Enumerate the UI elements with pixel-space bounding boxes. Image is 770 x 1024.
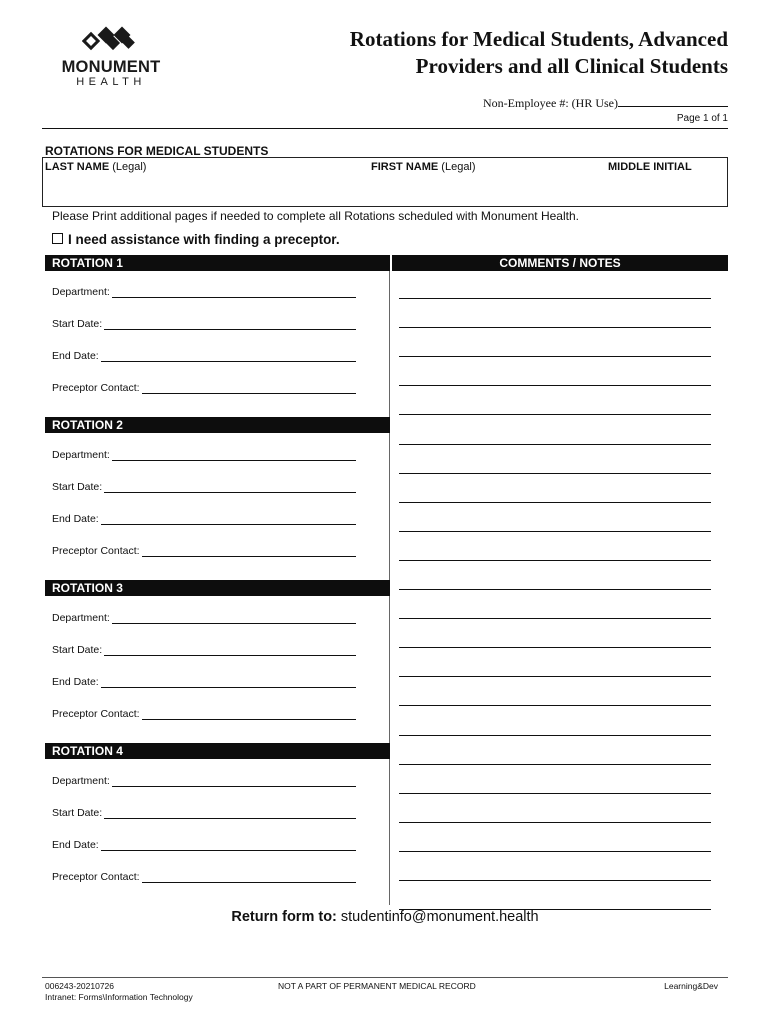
return-email[interactable]: studentinfo@monument.health <box>340 909 539 925</box>
first-name-label <box>371 161 476 173</box>
form-title <box>268 26 728 80</box>
department-label: Department: <box>52 449 110 461</box>
rotation-1-header: ROTATION 1 <box>45 255 390 271</box>
end-date-label: End Date: <box>52 513 99 525</box>
department-code: Learning&Dev <box>664 981 718 991</box>
rotation-2-preceptor-field[interactable] <box>52 545 356 557</box>
return-label: Return form to: <box>231 909 337 925</box>
page-number: Page 1 of 1 <box>676 113 728 124</box>
preceptor-label: Preceptor Contact: <box>52 708 140 720</box>
rotation-3-header: ROTATION 3 <box>45 580 390 596</box>
hr-use-label: Non-Employee #: (HR Use) <box>483 96 618 110</box>
rotation-2-header: ROTATION 2 <box>45 417 390 433</box>
form-title-line-2: Providers and all Clinical Students <box>415 54 728 78</box>
preceptor-label: Preceptor Contact: <box>52 545 140 557</box>
rotation-4-end-date-field[interactable] <box>52 839 356 851</box>
end-date-label: End Date: <box>52 839 99 851</box>
end-date-blank[interactable] <box>101 515 356 525</box>
comment-line[interactable] <box>399 560 711 561</box>
intranet-path: Intranet: Forms\Information Technology <box>45 992 193 1002</box>
preceptor-blank[interactable] <box>142 873 356 883</box>
comment-line[interactable] <box>399 473 711 474</box>
comment-line[interactable] <box>399 705 711 706</box>
comment-line[interactable] <box>399 822 711 823</box>
rotation-1-end-date-field[interactable] <box>52 350 356 362</box>
return-instructions <box>0 909 770 925</box>
rotation-2-end-date-field[interactable] <box>52 513 356 525</box>
comment-line[interactable] <box>399 502 711 503</box>
print-note: Please Print additional pages if needed to complete all Rotations scheduled with Monument Health. <box>52 209 579 223</box>
monument-health-logo-icon <box>82 24 138 56</box>
rotation-4-start-date-field[interactable] <box>52 807 356 819</box>
department-label: Department: <box>52 612 110 624</box>
comment-line[interactable] <box>399 589 711 590</box>
comment-line[interactable] <box>399 618 711 619</box>
start-date-label: Start Date: <box>52 644 103 656</box>
comment-line[interactable] <box>399 327 711 328</box>
preceptor-assistance-checkbox[interactable] <box>52 232 340 247</box>
department-blank[interactable] <box>112 288 356 298</box>
preceptor-label: Preceptor Contact: <box>52 382 140 394</box>
comment-line[interactable] <box>399 414 711 415</box>
last-name-note: (Legal) <box>112 161 147 173</box>
comment-line[interactable] <box>399 851 711 852</box>
department-blank[interactable] <box>112 614 356 624</box>
start-date-label: Start Date: <box>52 807 103 819</box>
last-name-bold: LAST NAME <box>45 161 110 173</box>
end-date-blank[interactable] <box>101 841 356 851</box>
preceptor-assistance-label: I need assistance with finding a preceptor. <box>68 232 340 247</box>
last-name-label <box>45 161 146 173</box>
rotation-1-preceptor-field[interactable] <box>52 382 356 394</box>
department-label: Department: <box>52 775 110 787</box>
checkbox-square-icon[interactable] <box>52 233 63 244</box>
preceptor-blank[interactable] <box>142 547 356 557</box>
comment-line[interactable] <box>399 356 711 357</box>
footer-divider <box>42 977 728 978</box>
logo-wordmark: MONUMENT <box>61 58 161 76</box>
start-date-blank[interactable] <box>104 809 356 819</box>
comment-line[interactable] <box>399 676 711 677</box>
rotation-2-start-date-field[interactable] <box>52 481 356 493</box>
end-date-blank[interactable] <box>101 678 356 688</box>
start-date-blank[interactable] <box>104 646 356 656</box>
comments-header: COMMENTS / NOTES <box>392 255 728 271</box>
first-name-bold: FIRST NAME <box>371 161 439 173</box>
rotation-4-department-field[interactable] <box>52 775 356 787</box>
end-date-blank[interactable] <box>101 352 356 362</box>
department-label: Department: <box>52 286 110 298</box>
rotation-4-preceptor-field[interactable] <box>52 871 356 883</box>
rotation-3-start-date-field[interactable] <box>52 644 356 656</box>
section-title: ROTATIONS FOR MEDICAL STUDENTS <box>45 144 269 158</box>
comment-line[interactable] <box>399 647 711 648</box>
comment-line[interactable] <box>399 531 711 532</box>
header-divider <box>42 128 728 129</box>
rotation-3-end-date-field[interactable] <box>52 676 356 688</box>
preceptor-blank[interactable] <box>142 384 356 394</box>
rotation-3-department-field[interactable] <box>52 612 356 624</box>
start-date-label: Start Date: <box>52 481 103 493</box>
rotation-1-start-date-field[interactable] <box>52 318 356 330</box>
rotation-3-preceptor-field[interactable] <box>52 708 356 720</box>
comment-line[interactable] <box>399 793 711 794</box>
comment-line[interactable] <box>399 764 711 765</box>
start-date-blank[interactable] <box>104 483 356 493</box>
start-date-label: Start Date: <box>52 318 103 330</box>
end-date-label: End Date: <box>52 350 99 362</box>
comment-line[interactable] <box>399 735 711 736</box>
comment-line[interactable] <box>399 880 711 881</box>
comment-line[interactable] <box>399 444 711 445</box>
form-title-line-1: Rotations for Medical Students, Advanced <box>349 27 728 51</box>
department-blank[interactable] <box>112 777 356 787</box>
start-date-blank[interactable] <box>104 320 356 330</box>
comment-line[interactable] <box>399 298 711 299</box>
comment-line[interactable] <box>399 385 711 386</box>
first-name-note: (Legal) <box>441 161 476 173</box>
department-blank[interactable] <box>112 451 356 461</box>
hr-use-blank[interactable] <box>618 96 728 107</box>
preceptor-label: Preceptor Contact: <box>52 871 140 883</box>
rotation-2-department-field[interactable] <box>52 449 356 461</box>
logo-subtitle: HEALTH <box>76 76 146 88</box>
hr-use-field[interactable] <box>483 96 728 111</box>
form-number: 006243-20210726 <box>45 981 115 991</box>
middle-initial-label: MIDDLE INITIAL <box>608 161 692 173</box>
preceptor-blank[interactable] <box>142 710 356 720</box>
end-date-label: End Date: <box>52 676 99 688</box>
rotation-1-department-field[interactable] <box>52 286 356 298</box>
rotation-4-header: ROTATION 4 <box>45 743 390 759</box>
record-note: NOT A PART OF PERMANENT MEDICAL RECORD <box>278 981 476 991</box>
